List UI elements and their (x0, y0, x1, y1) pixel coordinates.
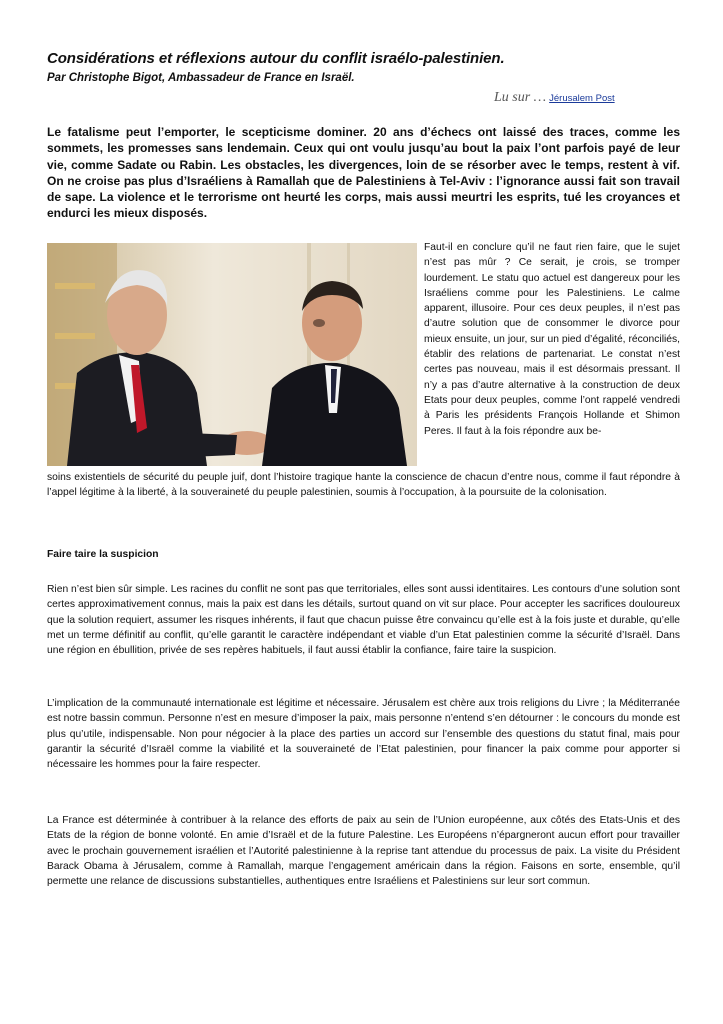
source-link[interactable]: Jérusalem Post (549, 93, 615, 104)
paragraph-3: L’implication de la communauté internationale est légitime et nécessaire. Jérusalem est chère aux trois religions du Livre ; la Méditerranée est notre bassin commun. Personne n’est en mesure d’imposer la paix, mais personne n’entend s’en détourner : le concours du monde est plus qu’utile, indispensable. Non pour négocier à la place des parties un accord sur l’ensemble des questions du statut final, mais pour garantir la sécurité d’Israël comme la viabilité et la souveraineté de l’Etat palestinien, pour financer la paix comme pour apporter si nécessaire les hommes pour la faire respecter. (47, 698, 680, 771)
paragraph-4: La France est déterminée à contribuer à la relance des efforts de paix au sein de l’Union européenne, aux côtés des Etats-Unis et des Etats de la région de bonne volonté. En amie d’Israël et de la future Palestine. Les Européens n’épargneront aucun effort pour travailler avec le prochain gouvernement israélien et l’Autorité palestinienne à la reprise tant attendue du processus de paix. La visite du Président Barack Obama à Jérusalem, comme à Ramallah, marque l’engagement américain dans la région. Faisons en sorte, ensemble, qu’il permette une relance de discussions substantielles, authentiques entre Israéliens et Palestiniens sur leur sort commun. (47, 815, 680, 888)
paragraph-1-wrap: Faut-il en conclure qu’il ne faut rien faire, que le sujet n’est pas mûr ? Ce serait, je crois, se tromper lourdement. Le statu quo actuel est dangereux pour les Israéliens comme pour les Palestiniens. Le calme apparent, illusoire. Pour ces deux peuples, il n’est pas d’autre solution que de consommer le divorce pour mieux ensuite, un jour, sur un pied d’égalité, réconciliés, établir des relations de partenariat. Le constat n’est certes pas nouveau, mais il est désormais pressant. Il n’y a pas d’autre alternative à la construction de deux Etats pour deux peuples, comme l’ont rappelé vendredi à Paris les présidents François Hollande et Shimon Peres. Il faut à la fois répondre aux be- (424, 242, 680, 437)
paragraph-2: Rien n’est bien sûr simple. Les racines du conflit ne sont pas que territoriales, elles sont aussi identitaires. Les contours d’une solution sont certes approximativement connus, mais la paix est dans les détails, surtout quand on vit sur place. Pour accepter les sacrifices douloureux que la solution requiert, assumer les risques inhérents, il faut que chacun puisse être convaincu qu’elle est à la fois juste et durable, qu’elle met un terme définitif au conflit, qu’elle garantit le caractère indépendant et viable d’un Etat palestinien comme la sécurité d’Israël. Dans une région en ébullition, privée de ses repères habituels, il faut aussi établir la confiance, faire taire la suspicion. (47, 584, 680, 657)
lead-paragraph: Le fatalisme peut l’emporter, le scepticisme dominer. 20 ans d’échecs ont laissé des traces, comme les sommets, les promesses sans lendemain. Ceux qui ont voulu jusqu’au bout la paix l’ont parfois payé de leur vie, comme Sadate ou Rabin. Les obstacles, les divergences, loin de se résorber avec le temps, restent à vif. On ne croise pas plus d’Israéliens à Ramallah que de Palestiniens à Tel-Aviv : l’ignorance aussi fait son travail de sape. La violence et le terrorisme ont heurté les corps, mais aussi meurtri les esprits, tué les croyances et endurci les mieux disposés. (47, 125, 680, 221)
section-heading: Faire taire la suspicion (47, 549, 159, 560)
paragraph-1-continued: soins existentiels de sécurité du peuple juif, dont l’histoire tragique hante la conscience de chacun d’entre nous, comme il faut répondre à l’appel légitime à la liberté, à la souveraineté du peuple palestinien, soumis à l’occupation, à la poursuite de la colonisation. (47, 472, 680, 499)
article-title: Considérations et réflexions autour du conflit israélo-palestinien. (47, 50, 505, 67)
source-prefix: Lu sur … (494, 90, 547, 105)
article-photo (47, 243, 417, 466)
article-byline: Par Christophe Bigot, Ambassadeur de France en Israël. (47, 72, 355, 84)
source-attribution (494, 90, 694, 106)
photo-illustration (47, 243, 417, 466)
